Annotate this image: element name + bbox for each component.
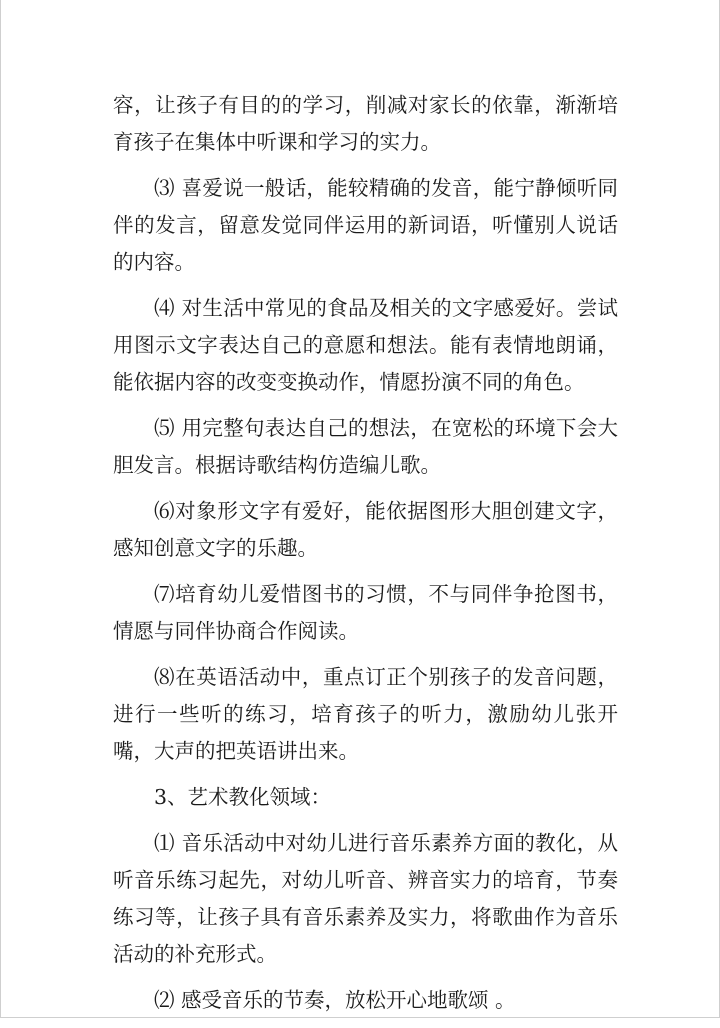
document-body bbox=[113, 87, 618, 1028]
paragraph-continuation: 容，让孩子有目的的学习，削减对家长的依靠，渐渐培育孩子在集体中听课和学习的实力。 bbox=[113, 93, 618, 154]
paragraph-item-6: ⑹对象形文字有爱好，能依据图形大胆创建文字，感知创意文字的乐趣。 bbox=[113, 499, 618, 560]
paragraph-art-item-2: ⑵ 感受音乐的节奏，放松开心地歌颂 。 bbox=[154, 988, 516, 1012]
paragraph-item-4: ⑷ 对生活中常见的食品及相关的文字感爱好。尝试用图示文字表达自己的意愿和想法。能有表情地朗诵，能依据内容的改变变换动作，情愿扮演不同的角色。 bbox=[113, 296, 618, 394]
paragraph-item-8: ⑻在英语活动中，重点订正个别孩子的发音问题，进行一些听的练习，培育孩子的听力，激励幼儿张开嘴，大声的把英语讲出来。 bbox=[113, 665, 618, 763]
paragraph-item-5: ⑸ 用完整句表达自己的想法，在宽松的环境下会大胆发言。根据诗歌结构仿造编儿歌。 bbox=[113, 416, 618, 477]
paragraph-art-item-1: ⑴ 音乐活动中对幼儿进行音乐素养方面的教化，从听音乐练习起先，对幼儿听音、辨音实力的培育，节奏练习等，让孩子具有音乐素养及实力，将歌曲作为音乐活动的补充形式。 bbox=[113, 831, 618, 966]
paragraph-item-3: ⑶ 喜爱说一般话，能较精确的发音，能宁静倾听同伴的发言，留意发觉同伴运用的新词语，听懂别人说话的内容。 bbox=[113, 176, 618, 274]
paragraph-item-7: ⑺培育幼儿爱惜图书的习惯，不与同伴争抢图书，情愿与同伴协商合作阅读。 bbox=[113, 582, 618, 643]
section-heading-art-education: 3、艺术教化领域： bbox=[154, 785, 332, 809]
